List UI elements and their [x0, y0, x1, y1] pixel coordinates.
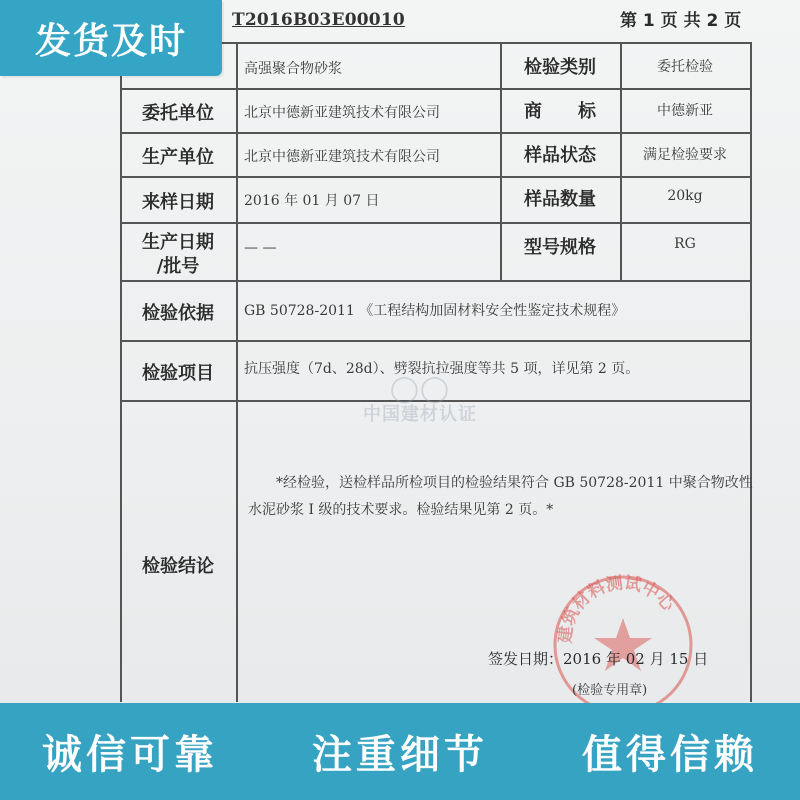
shipping-badge-text: 发货及时: [34, 20, 187, 62]
seal-note: (检验专用章): [572, 683, 648, 698]
slogan-detail: 注重细节: [312, 732, 488, 778]
sample-state-label: 样品状态: [524, 145, 596, 166]
sample-state-value: 满足检验要求: [643, 147, 727, 163]
model-value: RG: [674, 236, 696, 252]
slogan-banner: [0, 703, 800, 800]
issue-date: 签发日期：2016 年 02 月 15 日: [488, 650, 709, 668]
basis-value: GB 50728-2011 《工程结构加固材料安全性鉴定技术规程》: [244, 303, 626, 319]
inspect-type-label: 检验类别: [524, 57, 596, 78]
client-label: 委托单位: [142, 103, 214, 124]
svg-text:建筑材料测试中心: [554, 572, 679, 644]
prod-date-label-line2: /批号: [156, 256, 200, 277]
slogan-trust: 值得信赖: [582, 732, 758, 778]
conclusion-label: 检验结论: [142, 556, 214, 577]
model-label: 型号规格: [524, 237, 596, 258]
items-label: 检验项目: [142, 363, 214, 384]
prod-date-value: — —: [244, 240, 277, 256]
watermark-text: 中国建材认证: [363, 404, 477, 425]
prod-date-label-line1: 生产日期: [142, 232, 214, 253]
shipping-badge: [0, 0, 222, 76]
producer-value: 北京中德新亚建筑技术有限公司: [244, 149, 440, 165]
arrival-date-label: 来样日期: [142, 192, 214, 213]
sample-qty-value: 20kg: [667, 188, 703, 204]
inspect-type-value: 委托检验: [657, 59, 713, 75]
arrival-date-value: 2016 年 01 月 07 日: [244, 193, 380, 209]
certification-watermark: [335, 374, 505, 426]
producer-label: 生产单位: [142, 147, 214, 168]
seal-text: 建筑材料测试中心: [555, 573, 679, 645]
trademark-value: 中德新亚: [657, 103, 713, 119]
slogan-reliable: 诚信可靠: [42, 732, 218, 778]
items-value: 抗压强度（7d、28d）、劈裂抗拉强度等共 5 项，详见第 2 页。: [244, 361, 640, 377]
conclusion-text: *经检验，送检样品所检项目的检验结果符合 GB 50728-2011 中聚合物改性水泥砂浆 I 级的技术要求。检验结果见第 2 页。*: [248, 475, 753, 518]
sample-name-value: 高强聚合物砂浆: [244, 61, 342, 77]
sample-qty-label: 样品数量: [524, 189, 596, 210]
basis-label: 检验依据: [142, 303, 214, 324]
cbc-logo-icon: ◯◯: [389, 374, 451, 404]
report-number: T2016B03E00010: [232, 10, 405, 30]
page-indicator: 第 1 页 共 2 页: [620, 11, 742, 31]
client-value: 北京中德新亚建筑技术有限公司: [244, 105, 440, 121]
trademark-label: 商 标: [524, 101, 596, 122]
